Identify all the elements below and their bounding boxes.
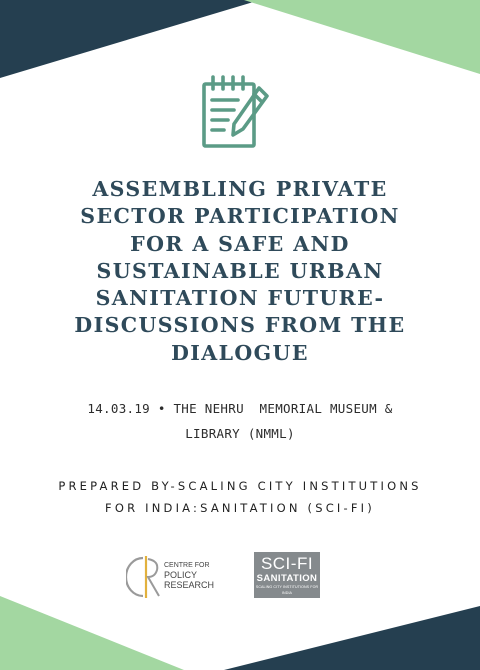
bottom-left-green-band xyxy=(0,596,184,670)
scifi-logo-subtitle: SANITATION xyxy=(256,573,318,584)
top-right-green-band xyxy=(244,0,480,74)
title-line: SECTOR PARTICIPATION xyxy=(80,204,400,229)
cpr-mark-icon xyxy=(126,552,162,600)
title-line: SUSTAINABLE URBAN xyxy=(96,258,384,283)
title-line: DISCUSSIONS FROM THE xyxy=(74,313,406,338)
document-title xyxy=(30,176,450,367)
cpr-logo-line: RESEARCH xyxy=(164,580,215,590)
scifi-logo-tagline: SCALING CITY INSTITUTIONS FOR INDIA xyxy=(255,585,319,595)
prepared-by-line: FOR INDIA:SANITATION (SCI-FI) xyxy=(105,501,375,515)
cpr-logo xyxy=(126,552,238,600)
top-left-navy-band xyxy=(0,0,260,78)
scifi-sanitation-logo xyxy=(254,552,320,598)
event-details xyxy=(40,396,440,446)
cpr-logo-line: CENTRE FOR xyxy=(164,562,210,569)
prepared-by xyxy=(20,475,460,519)
event-venue-continued: LIBRARY (NMML) xyxy=(185,426,295,441)
event-date-venue: 14.03.19 • THE NEHRU MEMORIAL MUSEUM & xyxy=(87,401,393,416)
scifi-logo-title: SCI-FI xyxy=(260,554,314,573)
title-line: DIALOGUE xyxy=(171,340,309,365)
title-line: FOR A SAFE AND xyxy=(130,231,350,256)
prepared-by-line: PREPARED BY-SCALING CITY INSTITUTIONS xyxy=(58,479,422,493)
cpr-logo-line: POLICY xyxy=(164,570,198,580)
title-line: ASSEMBLING PRIVATE xyxy=(92,177,388,201)
bottom-right-navy-band xyxy=(224,606,480,670)
notepad-with-pencil-icon xyxy=(200,74,272,150)
title-line: SANITATION FUTURE- xyxy=(95,286,385,311)
